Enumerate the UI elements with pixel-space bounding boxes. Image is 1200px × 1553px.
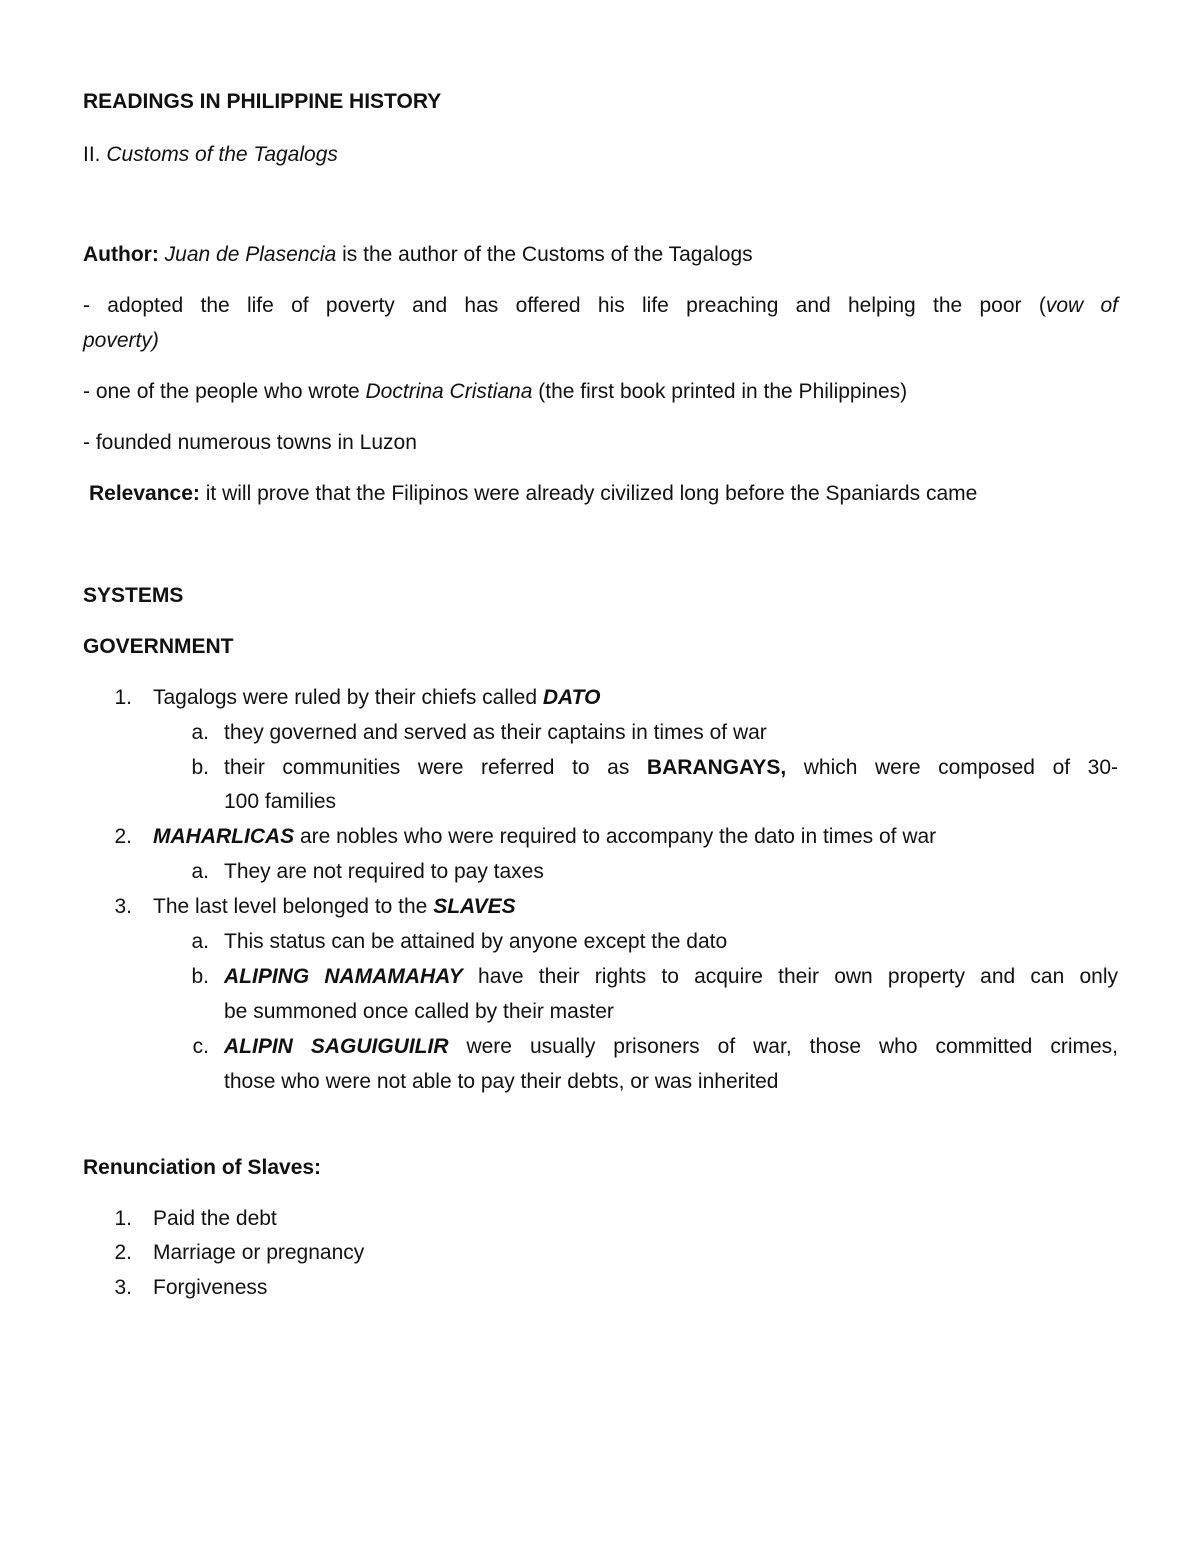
document-subtitle: [83, 142, 338, 168]
list-subitem: [224, 1034, 1118, 1060]
bullet-towns: - founded numerous towns in Luzon: [83, 431, 417, 454]
subtitle-text: Customs of the Tagalogs: [106, 143, 338, 166]
list-letter: c.: [192, 1035, 209, 1058]
document-title: READINGS IN PHILIPPINE HISTORY: [83, 90, 442, 113]
relevance-label: Relevance:: [89, 482, 200, 505]
list-item-text: Tagalogs were ruled by their chiefs called: [153, 686, 543, 709]
term-aliping-namamahay: ALIPING NAMAMAHAY: [224, 965, 463, 988]
list-item: [153, 824, 936, 850]
list-item-text: The last level belonged to the: [153, 895, 434, 918]
list-number: 1.: [114, 686, 132, 709]
list-subitem: [224, 964, 1118, 990]
list-item: Paid the debt: [153, 1207, 277, 1230]
bullet-doctrina-pre: - one of the people who wrote: [83, 380, 366, 403]
list-letter: a.: [191, 721, 209, 744]
list-item: [153, 685, 600, 711]
list-letter: b.: [191, 965, 209, 988]
author-name: Juan de Plasencia: [164, 243, 337, 266]
list-item-text: are nobles who were required to accompany the dato in times of war: [294, 825, 937, 848]
list-letter: a.: [191, 930, 209, 953]
list-number: 1.: [114, 1207, 132, 1230]
renunciation-heading: Renunciation of Slaves:: [83, 1156, 322, 1179]
bullet-doctrina: [83, 379, 907, 405]
list-subitem-cont: 100 families: [224, 790, 337, 813]
list-subitem-text: their communities were referred to as: [224, 756, 647, 779]
relevance-line: [89, 481, 977, 507]
term-alipin-saguiguilir: ALIPIN SAGUIGUILIR: [224, 1035, 449, 1058]
list-item: Marriage or pregnancy: [153, 1241, 365, 1264]
author-text: is the author of the Customs of the Tagalogs: [336, 243, 753, 266]
list-number: 2.: [114, 1241, 132, 1264]
bullet-poverty-text: - adopted the life of poverty and has offered his life preaching and helping the poor (: [83, 294, 1046, 317]
list-subitem: they governed and served as their captains in times of war: [224, 721, 767, 744]
term-maharlicas: MAHARLICAS: [153, 825, 295, 848]
term-dato: DATO: [542, 686, 601, 709]
list-letter: a.: [191, 860, 209, 883]
list-subitem: They are not required to pay taxes: [224, 860, 544, 883]
systems-heading: SYSTEMS: [83, 584, 184, 607]
list-item: Forgiveness: [153, 1276, 268, 1299]
list-subitem-text: which were composed of 30-: [786, 756, 1119, 779]
list-subitem-text: were usually prisoners of war, those who committed crimes,: [448, 1035, 1118, 1058]
list-subitem: [224, 755, 1118, 781]
term-barangays: BARANGAYS,: [646, 756, 787, 779]
bullet-poverty-cont: poverty): [83, 329, 159, 352]
list-subitem: This status can be attained by anyone except the dato: [224, 930, 728, 953]
bullet-doctrina-post: (the first book printed in the Philippines): [532, 380, 908, 403]
list-letter: b.: [191, 756, 209, 779]
bullet-poverty-italic: vow of: [1045, 294, 1118, 317]
government-heading: GOVERNMENT: [83, 635, 234, 658]
list-subitem-cont: be summoned once called by their master: [224, 1000, 614, 1023]
list-item: [153, 894, 516, 920]
list-number: 3.: [114, 1276, 132, 1299]
list-number: 2.: [114, 825, 132, 848]
list-number: 3.: [114, 895, 132, 918]
bullet-doctrina-title: Doctrina Cristiana: [365, 380, 533, 403]
relevance-text: it will prove that the Filipinos were already civilized long before the Spaniards came: [199, 482, 978, 505]
list-subitem-cont: those who were not able to pay their debts, or was inherited: [224, 1070, 779, 1093]
list-subitem-text: have their rights to acquire their own property and can only: [462, 965, 1118, 988]
author-line: [83, 242, 753, 268]
bullet-poverty: [83, 293, 1118, 319]
subtitle-numeral: II.: [83, 143, 101, 166]
term-slaves: SLAVES: [433, 895, 516, 918]
author-label: Author:: [83, 243, 159, 266]
